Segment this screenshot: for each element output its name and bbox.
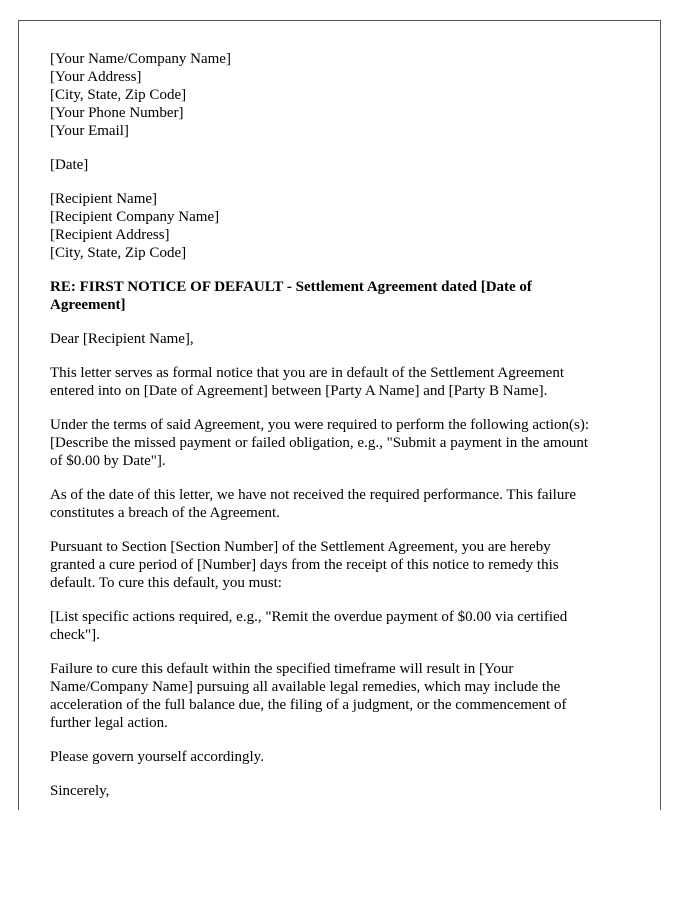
paragraph-line: Name/Company Name] pursuing all available legal remedies, which may include the <box>50 679 561 695</box>
paragraph-notice <box>50 364 640 400</box>
closing <box>50 782 640 800</box>
paragraph-terms <box>50 416 640 470</box>
paragraph-line: Failure to cure this default within the specified timeframe will result in [Your <box>50 661 514 677</box>
paragraph-breach <box>50 486 640 522</box>
paragraph-line: acceleration of the full balance due, the filing of a judgment, or the commencement of <box>50 697 567 713</box>
paragraph-line: check"]. <box>50 627 100 643</box>
sender-address: [Your Address] <box>50 69 142 85</box>
paragraph-line: Pursuant to Section [Section Number] of the Settlement Agreement, you are hereby <box>50 539 551 555</box>
subject-line <box>50 278 640 314</box>
recipient-company: [Recipient Company Name] <box>50 209 220 225</box>
salutation-text: Dear [Recipient Name], <box>50 331 194 347</box>
paragraph-required-actions <box>50 608 640 644</box>
closing-text: Sincerely, <box>50 783 110 799</box>
paragraph-line: Under the terms of said Agreement, you were required to perform the following action(s): <box>50 417 589 433</box>
paragraph-consequences <box>50 660 640 732</box>
paragraph-line: constitutes a breach of the Agreement. <box>50 505 280 521</box>
subject-line-2: Agreement] <box>50 297 126 313</box>
paragraph-line: default. To cure this default, you must: <box>50 575 282 591</box>
sender-name: [Your Name/Company Name] <box>50 51 231 67</box>
salutation <box>50 330 640 348</box>
sender-city-state-zip: [City, State, Zip Code] <box>50 87 187 103</box>
paragraph-line: of $0.00 by Date"]. <box>50 453 166 469</box>
paragraph-line: As of the date of this letter, we have not received the required performance. This failure <box>50 487 576 503</box>
letter-page <box>18 20 661 810</box>
paragraph-line: further legal action. <box>50 715 168 731</box>
paragraph-line: Please govern yourself accordingly. <box>50 749 264 765</box>
paragraph-govern <box>50 748 640 766</box>
recipient-address: [Recipient Address] <box>50 227 170 243</box>
paragraph-line: granted a cure period of [Number] days from the receipt of this notice to remedy this <box>50 557 559 573</box>
letter-content <box>50 50 640 800</box>
date-block <box>50 156 640 174</box>
paragraph-line: This letter serves as formal notice that you are in default of the Settlement Agreement <box>50 365 564 381</box>
paragraph-line: [List specific actions required, e.g., "Remit the overdue payment of $0.00 via certified <box>50 609 568 625</box>
letter-date: [Date] <box>50 157 89 173</box>
recipient-name: [Recipient Name] <box>50 191 158 207</box>
paragraph-cure-period <box>50 538 640 592</box>
subject-line-1: RE: FIRST NOTICE OF DEFAULT - Settlement Agreement dated [Date of <box>50 279 532 295</box>
paragraph-line: entered into on [Date of Agreement] between [Party A Name] and [Party B Name]. <box>50 383 548 399</box>
paragraph-line: [Describe the missed payment or failed obligation, e.g., "Submit a payment in the amount <box>50 435 589 451</box>
recipient-block <box>50 190 640 262</box>
recipient-city-state-zip: [City, State, Zip Code] <box>50 245 187 261</box>
sender-block <box>50 50 640 140</box>
sender-email: [Your Email] <box>50 123 129 139</box>
sender-phone: [Your Phone Number] <box>50 105 184 121</box>
